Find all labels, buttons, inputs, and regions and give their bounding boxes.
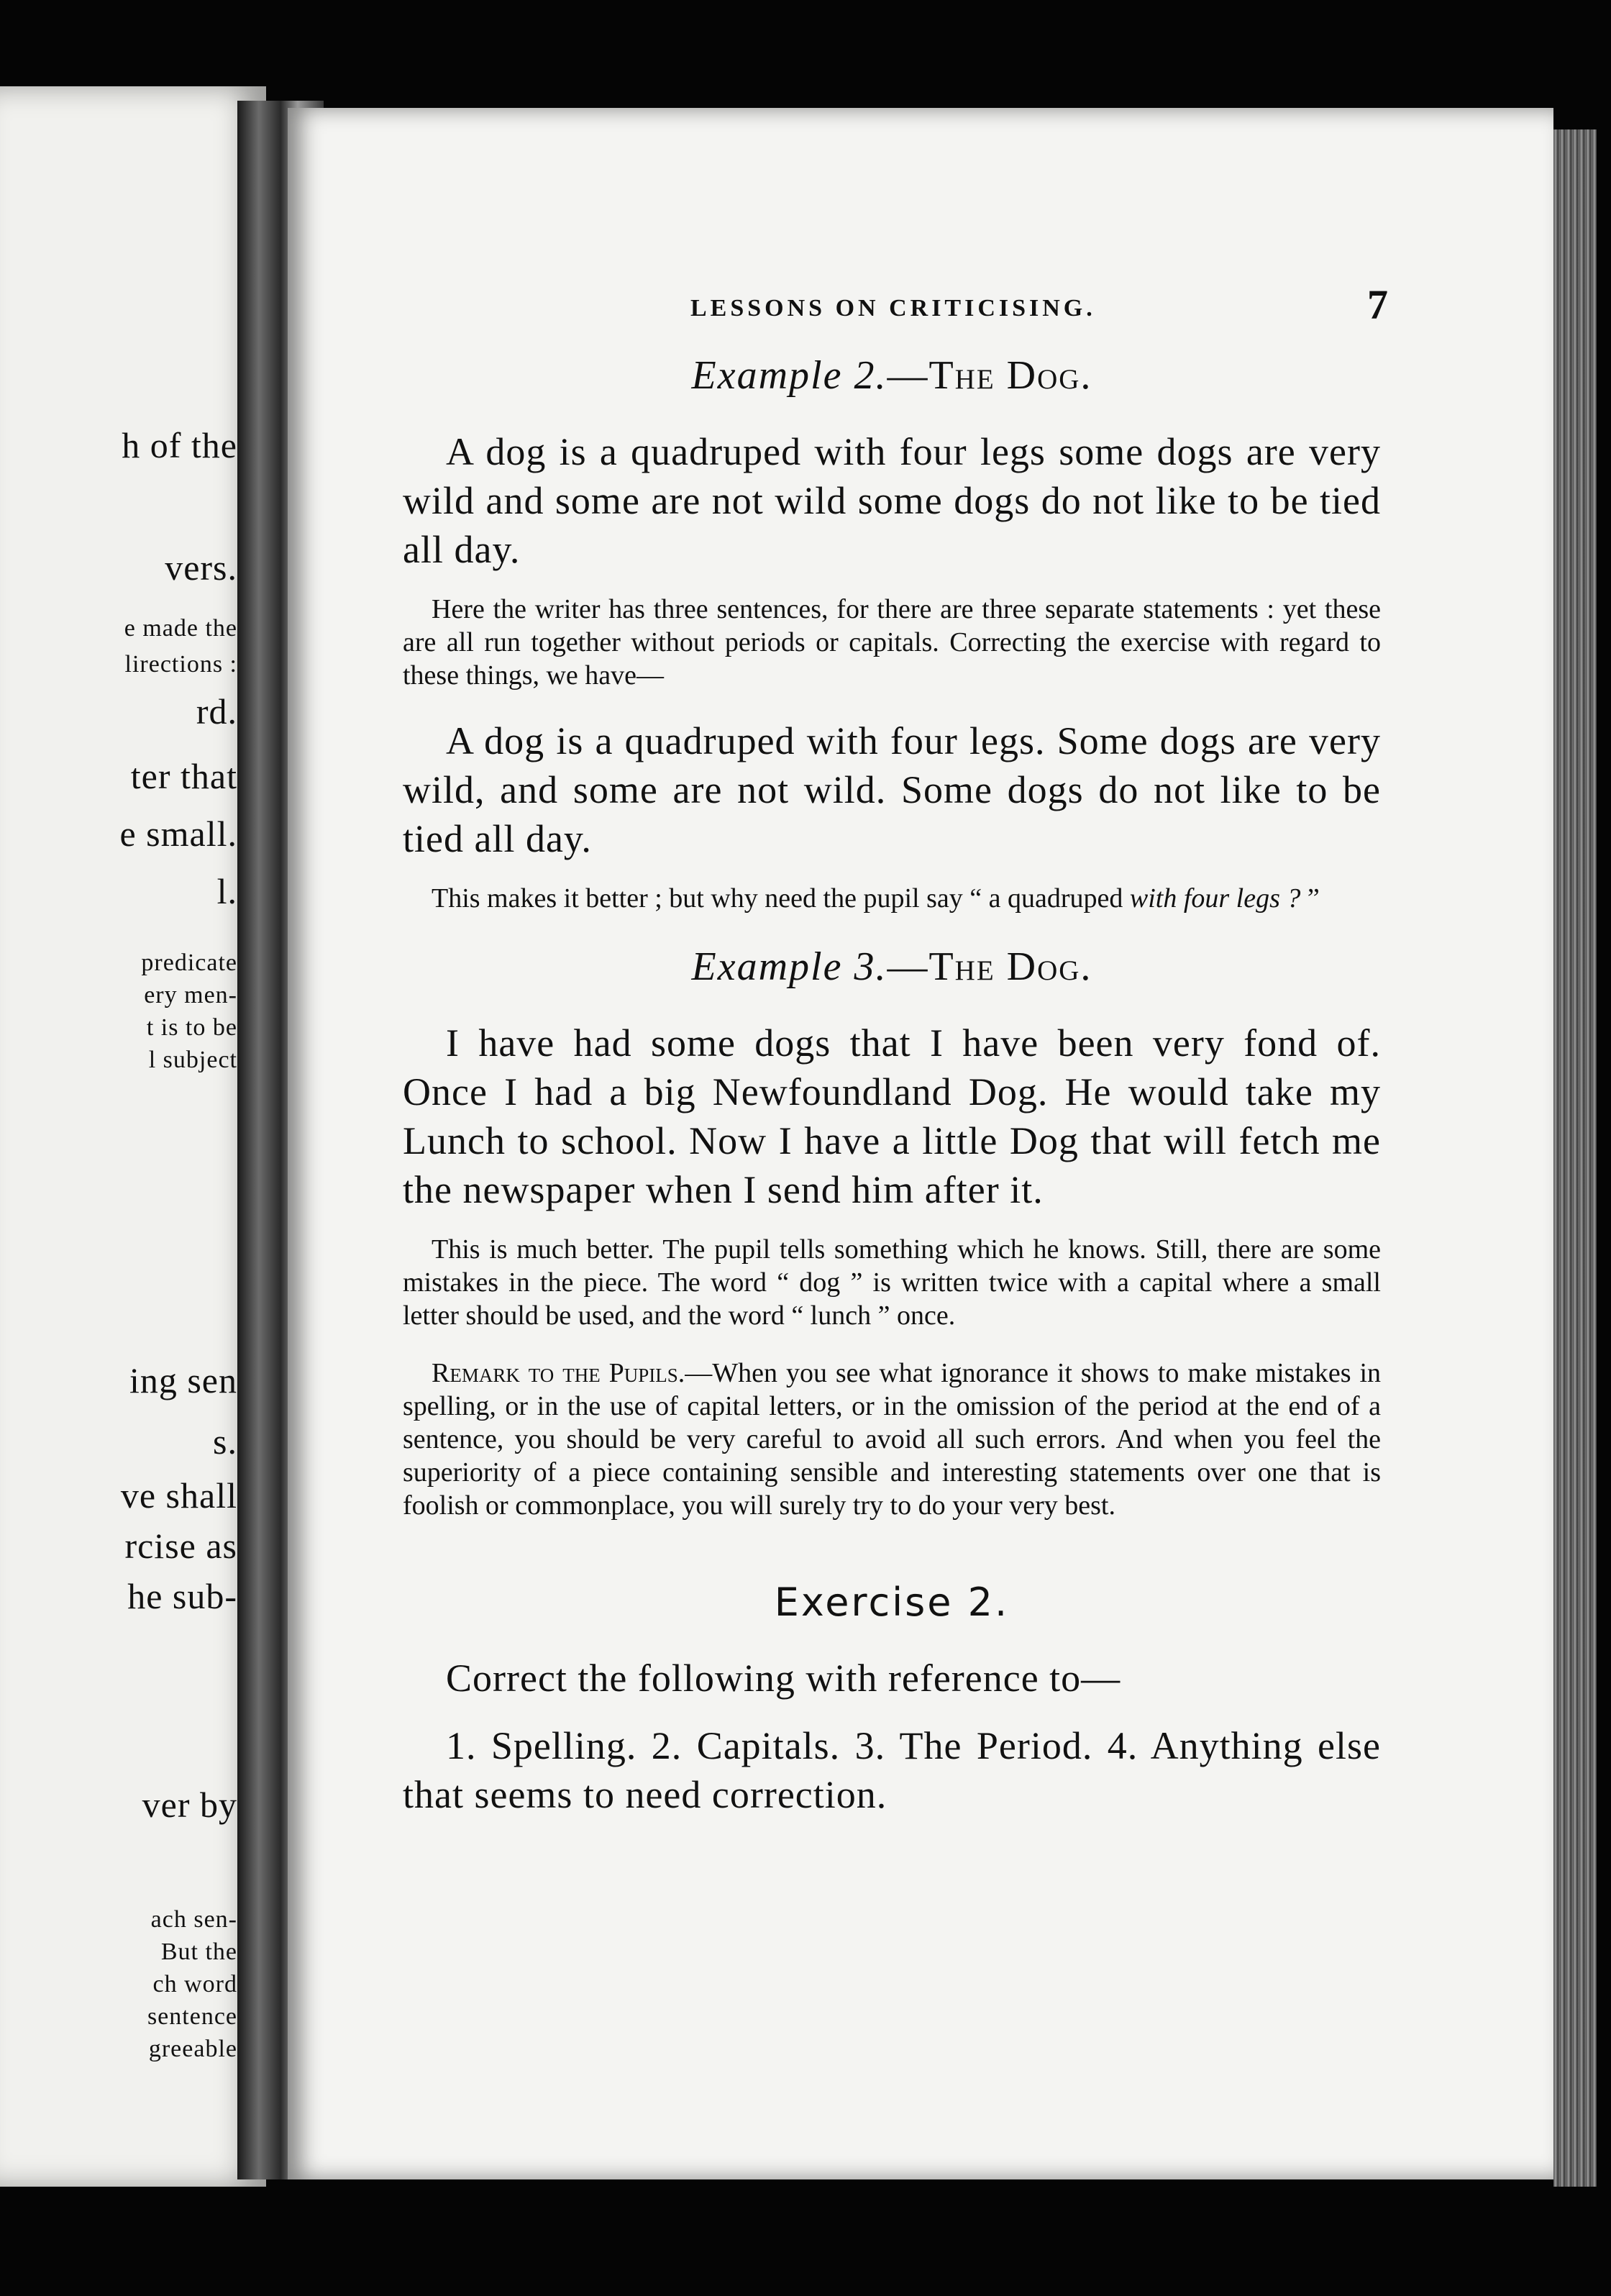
example-2-heading bbox=[403, 352, 1381, 398]
page-edges bbox=[1553, 129, 1597, 2187]
remark-text: —When you see what ignorance it shows to make mistakes in spelling, or in the use of capital letters, or in the omission of the period at the end of a sentence, you should be very careful to avoid all such errors. And when you feel the superiority of a piece containing sensible and interesting statements over one that is foolish or commonplace, you will surely try to do your very best. bbox=[403, 1358, 1381, 1521]
left-page-line: predicate bbox=[141, 949, 237, 976]
running-head-title: LESSONS ON CRITICISING. bbox=[690, 295, 1096, 322]
left-page-line: But the bbox=[160, 1939, 237, 1965]
left-page-line: vers. bbox=[165, 547, 237, 588]
example-2-comment: Here the writer has three sentences, for there are three separate statements : yet these are all run together without periods or capitals. Correcting the exercise with regard to these things, we have— bbox=[403, 594, 1381, 691]
left-page-line: s. bbox=[213, 1421, 237, 1462]
left-page-line: lirections : bbox=[124, 651, 237, 678]
left-page-line: rcise as bbox=[124, 1526, 237, 1566]
left-page-line: ve shall bbox=[120, 1475, 237, 1516]
exercise-heading: Exercise 2. bbox=[774, 1580, 1010, 1625]
example-2-comment-2-end: ” bbox=[1300, 883, 1320, 914]
example-2-original: A dog is a quadruped with four legs some dogs are very wild and some are not wild some dogs do not like to be tied all day. bbox=[403, 430, 1381, 571]
left-page-line: e made the bbox=[124, 615, 237, 642]
example-2-comment-2-italic: with four legs ? bbox=[1129, 883, 1301, 914]
running-head bbox=[403, 281, 1388, 328]
remark-paragraph bbox=[403, 1357, 1381, 1522]
example-3-title: —The Dog. bbox=[887, 944, 1092, 989]
exercise-instruction: Correct the following with reference to— bbox=[446, 1657, 1121, 1700]
remark-label: Remark to the Pupils. bbox=[432, 1358, 685, 1388]
left-page-line: greeable bbox=[148, 2036, 237, 2062]
page-content bbox=[403, 281, 1388, 1838]
example-2-title: —The Dog. bbox=[887, 353, 1092, 398]
example-2-corrected: A dog is a quadruped with four legs. Some dogs are very wild, and some are not wild. Some dogs do not like to be tied all day. bbox=[403, 719, 1381, 860]
left-page-line: l. bbox=[216, 871, 237, 911]
example-3-label: Example 3. bbox=[691, 944, 887, 989]
left-page-line: rd. bbox=[196, 691, 237, 732]
example-3-heading bbox=[403, 944, 1381, 990]
left-page-line: ach sen- bbox=[150, 1906, 237, 1933]
left-page-line: ver by bbox=[142, 1785, 237, 1825]
left-page-line: t is to be bbox=[146, 1014, 237, 1041]
example-2-comment-2 bbox=[403, 882, 1381, 915]
page-number: 7 bbox=[1367, 281, 1388, 328]
left-page-line: h of the bbox=[122, 425, 237, 465]
example-3-original: I have had some dogs that I have been very fond of. Once I had a big Newfoundland Dog. He would take my Lunch to school. Now I have a little Dog that will fetch me the newspaper when I send him after it. bbox=[403, 1021, 1381, 1211]
left-page-line: ch word bbox=[152, 1971, 237, 1997]
left-page-line: ery men- bbox=[144, 982, 237, 1008]
example-2-comment-2-text: This makes it better ; but why need the pupil say “ a quadruped bbox=[432, 883, 1130, 914]
left-page-line: sentence bbox=[147, 2003, 237, 2030]
exercise-items: 1. Spelling. 2. Capitals. 3. The Period. 4. Anything else that seems to need correction. bbox=[403, 1724, 1381, 1816]
left-page-line: l subject bbox=[148, 1047, 237, 1073]
example-2-label: Example 2. bbox=[691, 353, 887, 398]
left-page-line: e small. bbox=[119, 814, 237, 854]
left-page-line: he sub- bbox=[127, 1576, 237, 1616]
left-page bbox=[0, 86, 266, 2187]
left-page-line: ing sen bbox=[129, 1360, 237, 1400]
example-3-comment: This is much better. The pupil tells something which he knows. Still, there are some mistakes in the piece. The word “ dog ” is written twice with a capital where a small letter should be used, and the word “ lunch ” once. bbox=[403, 1234, 1381, 1331]
left-page-line: ter that bbox=[130, 756, 237, 796]
